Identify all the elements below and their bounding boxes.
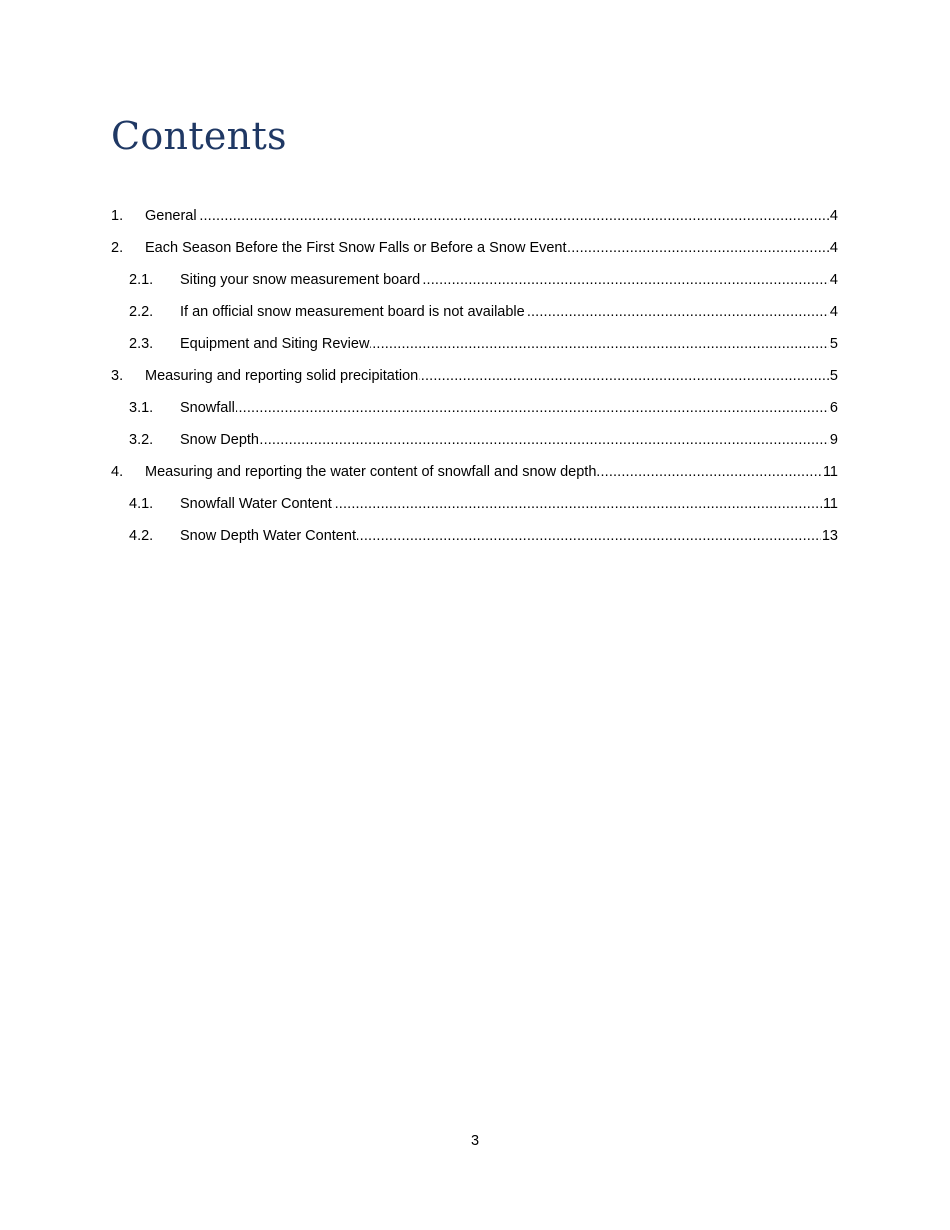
toc-entry-number: 1. — [111, 202, 145, 230]
toc-entry-snow-depth-water-content[interactable] — [111, 522, 838, 554]
toc-entry-number: 3.1. — [129, 394, 183, 422]
toc-entry-title[interactable]: Snowfall — [180, 394, 236, 422]
toc-entry-number: 3.2. — [129, 426, 183, 454]
table-of-contents — [111, 202, 838, 554]
toc-entry-page: 6 — [829, 394, 838, 422]
toc-entry-title[interactable]: Measuring and reporting solid precipitation — [145, 362, 419, 390]
toc-entry-page: 4 — [829, 202, 838, 230]
toc-entry-title[interactable]: General — [145, 202, 198, 230]
toc-entry-number: 2.3. — [129, 330, 183, 358]
toc-entry-page: 4 — [829, 266, 838, 294]
toc-entry-title[interactable]: Each Season Before the First Snow Falls or Before a Snow Event — [145, 234, 568, 262]
toc-entry-solid-precipitation[interactable] — [111, 362, 838, 394]
toc-entry-title[interactable]: Measuring and reporting the water content of snowfall and snow depth — [145, 458, 597, 486]
toc-entry-water-content[interactable] — [111, 458, 838, 490]
toc-entry-page: 9 — [829, 426, 838, 454]
toc-entry-title[interactable]: Snowfall Water Content — [180, 490, 333, 518]
toc-entry-number: 2. — [111, 234, 145, 262]
toc-entry-page: 5 — [829, 362, 838, 390]
toc-entry-page: 5 — [829, 330, 838, 358]
toc-entry-page: 13 — [821, 522, 838, 550]
toc-entry-page: 4 — [829, 298, 838, 326]
toc-entry-each-season[interactable] — [111, 234, 838, 266]
toc-entry-title[interactable]: Snow Depth — [180, 426, 260, 454]
toc-entry-equipment-review[interactable] — [111, 330, 838, 362]
toc-entry-no-official-board[interactable] — [111, 298, 838, 330]
toc-entry-title[interactable]: Siting your snow measurement board — [180, 266, 421, 294]
toc-entry-snowfall[interactable] — [111, 394, 838, 426]
toc-entry-number: 3. — [111, 362, 145, 390]
page-title: Contents — [111, 114, 287, 158]
toc-entry-snow-depth[interactable] — [111, 426, 838, 458]
toc-entry-number: 4.2. — [129, 522, 183, 550]
toc-entry-title[interactable]: Equipment and Siting Review — [180, 330, 370, 358]
toc-entry-number: 4. — [111, 458, 145, 486]
toc-entry-general[interactable] — [111, 202, 838, 234]
toc-entry-page: 4 — [829, 234, 838, 262]
toc-entry-page: 11 — [822, 490, 838, 518]
toc-entry-number: 2.2. — [129, 298, 183, 326]
toc-entry-page: 11 — [822, 458, 838, 486]
page-number: 3 — [470, 1133, 480, 1149]
toc-entry-snowfall-water-content[interactable] — [111, 490, 838, 522]
toc-entry-number: 2.1. — [129, 266, 183, 294]
toc-entry-number: 4.1. — [129, 490, 183, 518]
toc-entry-title[interactable]: If an official snow measurement board is not available — [180, 298, 526, 326]
toc-entry-siting-board[interactable] — [111, 266, 838, 298]
toc-entry-title[interactable]: Snow Depth Water Content — [180, 522, 357, 550]
